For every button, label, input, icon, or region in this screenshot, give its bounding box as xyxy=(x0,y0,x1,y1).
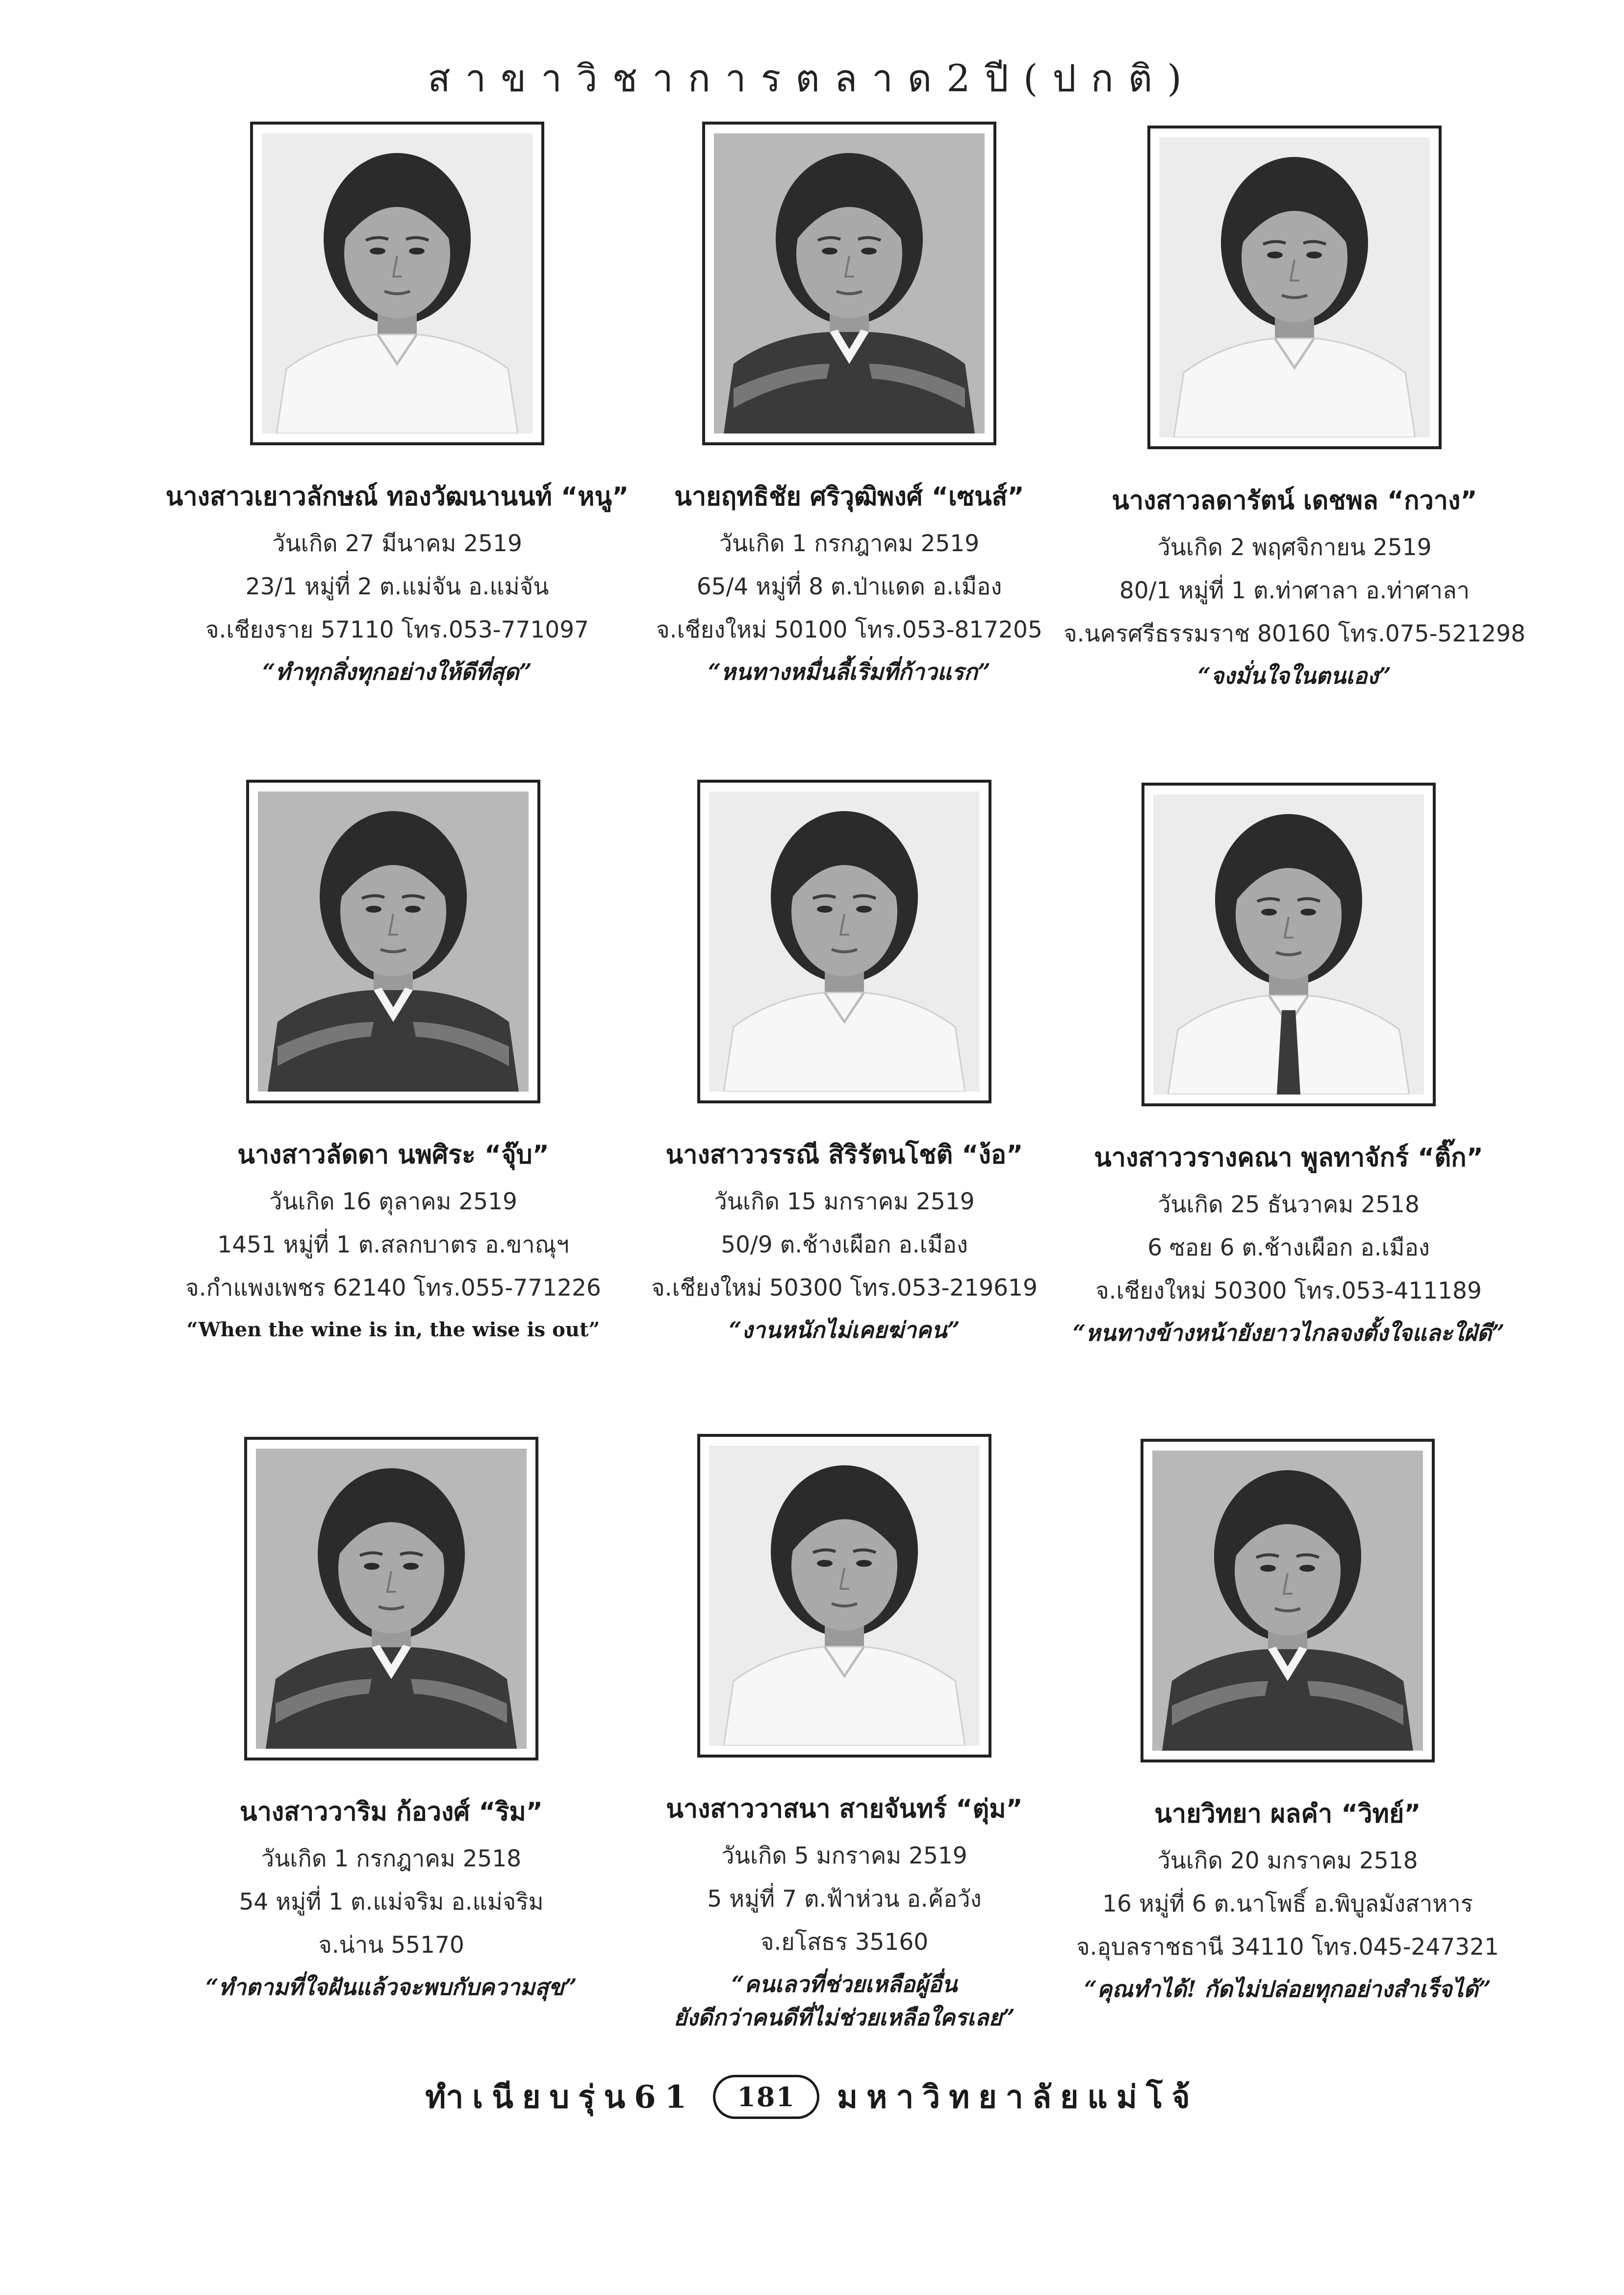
student-name: นางสาวเยาวลักษณ์ ทองวัฒนานนท์ “หนู” xyxy=(165,482,629,511)
portrait-image xyxy=(714,133,985,434)
student-address-line-2: จ.น่าน 55170 xyxy=(318,1932,464,1959)
student-address-line-2: จ.เชียงราย 57110 โทร.053-771097 xyxy=(205,616,589,643)
student-motto: “คนเลวที่ช่วยเหลือผู้อื่น xyxy=(731,1971,958,1997)
student-address-line-1: 54 หมู่ที่ 1 ต.แม่จริม อ.แม่จริม xyxy=(239,1888,544,1915)
student-address-line-2: จ.อุบลราชธานี 34110 โทร.045-247321 xyxy=(1076,1934,1499,1961)
student-motto: “ทำทุกสิ่งทุกอย่างให้ดีที่สุด” xyxy=(262,659,532,685)
student-motto: “งานหนักไม่เคยฆ่าคน” xyxy=(729,1317,960,1343)
student-address-line-1: 23/1 หมู่ที่ 2 ต.แม่จัน อ.แม่จัน xyxy=(245,573,549,600)
student-photo xyxy=(250,122,544,445)
portrait-image xyxy=(1159,137,1430,437)
student-card xyxy=(148,780,638,1345)
student-motto: “จงมั่นใจในตนเอง” xyxy=(1197,663,1392,689)
student-birthdate: วันเกิด 2 พฤศจิกายน 2519 xyxy=(1157,534,1432,561)
student-name: นางสาววาริม ก้อวงศ์ “ริม” xyxy=(240,1797,543,1827)
student-address-line-2: จ.เชียงใหม่ 50100 โทร.053-817205 xyxy=(656,616,1042,643)
student-motto: “คุณทำได้! กัดไม่ปล่อยทุกอย่างสำเร็จได้” xyxy=(1084,1976,1492,2002)
student-motto: “ทำตามที่ใจฝันแล้วจะพบกับความสุข” xyxy=(205,1974,577,2000)
page-title: สาขาวิชาการตลาด2ปี(ปกติ) xyxy=(428,56,1196,100)
student-birthdate: วันเกิด 1 กรกฎาคม 2518 xyxy=(261,1845,522,1872)
student-photo xyxy=(1147,126,1442,449)
student-photo xyxy=(1142,783,1436,1106)
student-motto-line-2: ยังดีกว่าคนดีที่ไม่ช่วยเหลือใครเลย” xyxy=(674,2004,1015,2031)
portrait-image xyxy=(262,133,533,434)
student-address-line-1: 6 ซอย 6 ต.ช้างเผือก อ.เมือง xyxy=(1147,1234,1430,1261)
student-name: นางสาววาสนา สายจันทร์ “ตุ่ม” xyxy=(666,1794,1023,1824)
student-name: นางสาวลัดดา นพศิระ “จุ๊บ” xyxy=(237,1140,549,1170)
student-address-line-1: 16 หมู่ที่ 6 ต.นาโพธิ์ อ.พิบูลมังสาหาร xyxy=(1102,1890,1473,1917)
student-photo xyxy=(702,122,996,445)
student-address-line-1: 1451 หมู่ที่ 1 ต.สลกบาตร อ.ขาณุฯ xyxy=(217,1231,569,1258)
student-card xyxy=(146,1437,636,2002)
page-footer xyxy=(0,2072,1624,2122)
student-name: นายวิทยา ผลคำ “วิทย์” xyxy=(1154,1799,1421,1829)
footer-university-name: มหาวิทยาลัยแม่โจ้ xyxy=(837,2079,1199,2116)
student-address-line-2: จ.ยโสธร 35160 xyxy=(760,1929,929,1956)
student-card xyxy=(1042,1439,1533,2004)
student-name: นางสาวลดารัตน์ เดชพล “กวาง” xyxy=(1112,486,1477,515)
student-address-line-2: จ.เชียงใหม่ 50300 โทร.053-411189 xyxy=(1095,1277,1482,1304)
student-birthdate: วันเกิด 15 มกราคม 2519 xyxy=(714,1188,975,1215)
student-photo xyxy=(697,780,991,1103)
student-birthdate: วันเกิด 5 มกราคม 2519 xyxy=(721,1842,967,1869)
student-card xyxy=(1043,783,1534,1348)
portrait-image xyxy=(709,791,980,1092)
student-address-line-2: จ.กำแพงเพชร 62140 โทร.055-771226 xyxy=(185,1275,601,1301)
portrait-image xyxy=(1152,1451,1423,1751)
student-photo xyxy=(697,1434,991,1758)
portrait-image xyxy=(709,1446,980,1746)
student-address-line-2: จ.นครศรีธรรมราช 80160 โทร.075-521298 xyxy=(1064,620,1525,647)
student-address-line-1: 65/4 หมู่ที่ 8 ต.ป่าแดด อ.เมือง xyxy=(696,573,1002,600)
student-card xyxy=(1049,126,1540,691)
portrait-image xyxy=(258,791,529,1092)
student-birthdate: วันเกิด 27 มีนาคม 2519 xyxy=(272,530,522,557)
student-birthdate: วันเกิด 16 ตุลาคม 2519 xyxy=(269,1188,517,1215)
page-number: 181 xyxy=(713,2075,819,2119)
student-birthdate: วันเกิด 20 มกราคม 2518 xyxy=(1157,1847,1418,1874)
student-photo xyxy=(244,1437,538,1760)
student-card xyxy=(152,122,642,687)
student-address-line-2: จ.เชียงใหม่ 50300 โทร.053-219619 xyxy=(651,1275,1038,1301)
student-address-line-1: 50/9 ต.ช้างเผือก อ.เมือง xyxy=(721,1231,968,1258)
student-photo xyxy=(1141,1439,1435,1762)
student-birthdate: วันเกิด 25 ธันวาคม 2518 xyxy=(1158,1191,1420,1218)
student-motto: “หนทางข้างหน้ายังยาวไกลจงตั้งใจและใฝ่ดี” xyxy=(1072,1320,1505,1346)
student-motto: “When the wine is in, the wise is out” xyxy=(186,1318,600,1341)
student-birthdate: วันเกิด 1 กรกฎาคม 2519 xyxy=(719,530,980,557)
student-card xyxy=(599,780,1090,1345)
student-name: นางสาววรรณี สิริรัตนโชติ “ง้อ” xyxy=(665,1140,1023,1170)
portrait-image xyxy=(1153,794,1424,1095)
student-address-line-1: 80/1 หมู่ที่ 1 ต.ท่าศาลา อ.ท่าศาลา xyxy=(1119,577,1470,604)
student-name: นายฤทธิชัย ศริวุฒิพงศ์ “เซนส์” xyxy=(674,482,1024,511)
student-card xyxy=(599,1434,1090,2033)
student-address-line-1: 5 หมู่ที่ 7 ต.ฟ้าห่วน อ.ค้อวัง xyxy=(707,1886,982,1912)
student-name: นางสาววรางคณา พูลทาจักร์ “ติ๊ก” xyxy=(1094,1143,1483,1173)
student-motto: “หนทางหมื่นลี้เริ่มที่ก้าวแรก” xyxy=(708,659,991,685)
student-photo xyxy=(246,780,540,1103)
portrait-image xyxy=(256,1449,527,1749)
footer-yearbook-title: ทำเนียบรุ่น61 xyxy=(425,2079,696,2116)
student-card xyxy=(604,122,1094,687)
